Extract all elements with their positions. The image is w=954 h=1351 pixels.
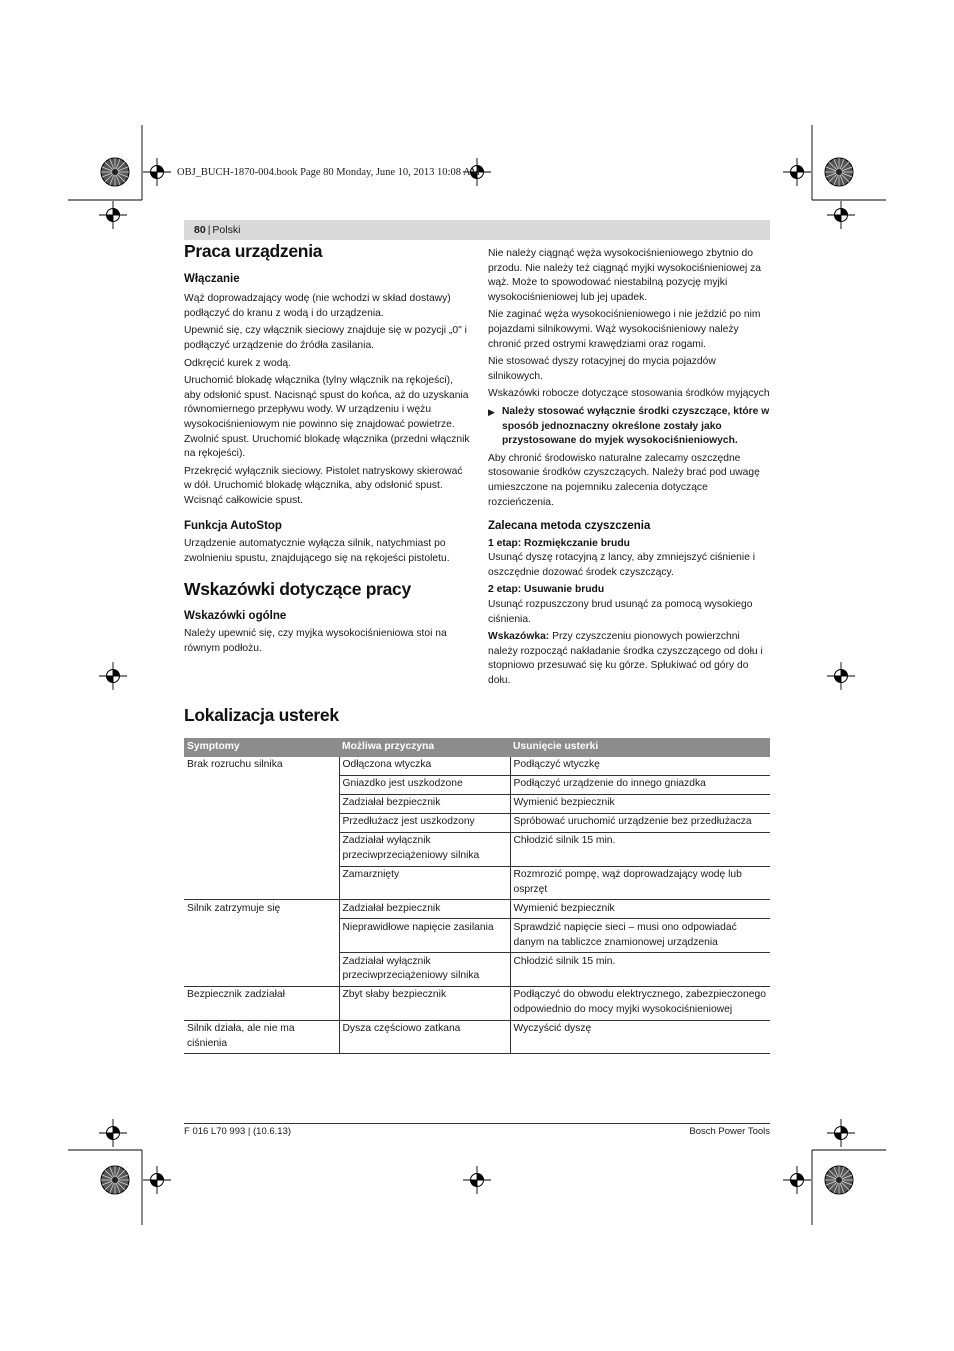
footer-brand: Bosch Power Tools [689, 1126, 770, 1137]
column-header-cause: Możliwa przyczyna [339, 738, 510, 757]
cell-cause: Zadziałał bezpiecznik [339, 794, 510, 813]
subheading-step2: 2 etap: Usuwanie brudu [488, 584, 605, 596]
footer-doc-code: F 016 L70 993 | (10.6.13) [184, 1126, 292, 1137]
table-row [184, 757, 770, 776]
table-body [184, 757, 770, 1054]
warning-bullet [488, 405, 772, 449]
cell-cause: Zadziałał bezpiecznik [339, 900, 510, 919]
paragraph: Nie stosować dyszy rotacyjnej do mycia pojazdów silnikowych. [488, 356, 716, 382]
column-header-symptoms: Symptomy [184, 738, 339, 757]
cell-symptom: Silnik zatrzymuje się [184, 900, 339, 986]
note-paragraph [488, 630, 772, 688]
paragraph: Usunąć rozpuszczony brud usunąć za pomocą wysokiego ciśnienia. [488, 599, 753, 625]
cell-symptom: Brak rozruchu silnika [184, 757, 339, 900]
section-title-tips: Wskazówki dotyczące pracy [184, 579, 411, 600]
cell-cause: Przedłużacz jest uszkodzony [339, 813, 510, 832]
subheading-general: Wskazówki ogólne [184, 609, 287, 622]
cell-remedy: Rozmrozić pompę, wąż doprowadzający wodę lub osprzęt [510, 866, 770, 900]
cell-remedy: Chłodzić silnik 15 min. [510, 953, 770, 987]
cell-remedy: Sprawdzić napięcie sieci – musi ono odpowiadać danym na tabliczce znamionowej urządzenia [510, 919, 770, 953]
paragraph: Wskazówki robocze dotyczące stosowania środków myjących [488, 388, 770, 400]
bullet-text: Należy stosować wyłącznie środki czyszczące, które w sposób jednoznaczny określone zostały jako przystosowane do myjek wysokociśnieniowych. [502, 405, 770, 447]
paragraph: Uruchomić blokadę włącznika (tylny włącznik na rękojeści), aby odsłonić spust. Nacisnąć spust do końca, aż do uzyskania równomiernego przepływu wody. W urządzeniu i wężu wysokociśnieniowym nie powinno się znajdować powietrze. Zwolnić spust. Uruchomić blokadę włącznika (przedni włącznik na rękojeści). [184, 375, 470, 460]
section-title-troubleshooting: Lokalizacja usterek [184, 705, 339, 725]
cell-cause: Dysza częściowo zatkana [339, 1020, 510, 1054]
left-column [184, 241, 470, 657]
paragraph: Należy upewnić się, czy myjka wysokociśnieniowa stoi na równym podłożu. [184, 628, 447, 655]
table-row [184, 900, 770, 919]
paragraph: Odkręcić kurek z wodą. [184, 357, 292, 369]
cell-cause: Gniazdko jest uszkodzone [339, 775, 510, 794]
paragraph: Wąż doprowadzający wodę (nie wchodzi w skład dostawy) podłączyć do kranu z wodą i do urządzenia. [184, 293, 451, 319]
subheading-autostop: Funkcja AutoStop [184, 519, 282, 532]
paragraph: Aby chronić środowisko naturalne zalecamy oszczędne stosowanie środków czyszczących. Należy brać pod uwagę umieszczone na pojemniku zalecenia dotyczące rozcieńczenia. [488, 452, 760, 508]
subheading-method: Zalecana metoda czyszczenia [488, 520, 651, 533]
cell-cause: Zamarznięty [339, 866, 510, 900]
note-label: Wskazówka: [488, 631, 550, 643]
cell-cause: Zadziałał wyłącznik przeciwprzeciążeniowy silnika [339, 832, 510, 866]
right-column [488, 247, 772, 689]
troubleshooting-table [184, 738, 770, 1054]
print-slug: OBJ_BUCH-1870-004.book Page 80 Monday, June 10, 2013 10:08 AM [177, 167, 480, 178]
note-text: Przy czyszczeniu pionowych powierzchni należy rozpocząć nakładanie środka czyszczącego od dołu i stopniowo przesuwać się ku górze. Spłukiwać od góry do dołu. [488, 631, 763, 687]
table-row [184, 1020, 770, 1054]
cell-remedy: Wymienić bezpiecznik [510, 794, 770, 813]
cell-remedy: Wymienić bezpiecznik [510, 900, 770, 919]
cell-symptom: Bezpiecznik zadziałał [184, 986, 339, 1020]
cell-cause: Nieprawidłowe napięcie zasilania [339, 919, 510, 953]
cell-remedy: Podłączyć urządzenie do innego gniazdka [510, 775, 770, 794]
cell-remedy: Spróbować uruchomić urządzenie bez przedłużacza [510, 813, 770, 832]
subheading-step1: 1 etap: Rozmiękczanie brudu [488, 537, 630, 549]
paragraph: Nie należy ciągnąć węża wysokociśnieniowego zbytnio do przodu. Nie należy też ciągnąć myjki wysokociśnieniowej za wąż. Może to spowodować niestabilną pozycję myjki wysokociśnieniowej lub jej upadek. [488, 248, 761, 303]
header-separator: | [207, 224, 211, 236]
paragraph: Upewnić się, czy włącznik sieciowy znajduje się w pozycji „0" i podłączyć urządzenie do źródła zasilania. [184, 325, 467, 351]
footer-rule [184, 1123, 770, 1124]
column-header-remedy: Usunięcie usterki [510, 738, 770, 757]
page-header-bar [184, 220, 770, 240]
cell-remedy: Podłączyć wtyczkę [510, 757, 770, 776]
bullet-arrow-icon: ▶ [488, 406, 495, 417]
page-number: 80 [194, 224, 206, 236]
cell-remedy: Wyczyścić dyszę [510, 1020, 770, 1054]
cell-symptom: Silnik działa, ale nie ma ciśnienia [184, 1020, 339, 1054]
paragraph: Przekręcić wyłącznik sieciowy. Pistolet natryskowy skierować w dół. Uruchomić blokadę włącznika, aby odsłonić spust. Wcisnąć całkowicie spust. [184, 465, 463, 506]
page-language: Polski [212, 224, 241, 236]
table-header-row [184, 738, 770, 757]
subheading-switch-on: Włączanie [184, 272, 240, 285]
paragraph: Urządzenie automatycznie wyłącza silnik, natychmiast po zwolnieniu spustu, znajdującego się na rękojeści pistoletu. [184, 538, 450, 564]
cell-remedy: Chłodzić silnik 15 min. [510, 832, 770, 866]
section-title-operation: Praca urządzenia [184, 241, 323, 261]
cell-cause: Odłączona wtyczka [339, 757, 510, 776]
table-row [184, 986, 770, 1020]
cell-cause: Zbyt słaby bezpiecznik [339, 986, 510, 1020]
cell-cause: Zadziałał wyłącznik przeciwprzeciążeniowy silnika [339, 953, 510, 987]
paragraph: Nie zaginać węża wysokociśnieniowego i nie jeździć po nim pojazdami silnikowymi. Wąż wysokociśnieniowy należy chronić przed ostrymi krawędziami oraz rogami. [488, 309, 761, 350]
paragraph: Usunąć dyszę rotacyjną z lancy, aby zmniejszyć ciśnienie i oszczędnie dozować środek czyszczący. [488, 552, 756, 578]
cell-remedy: Podłączyć do obwodu elektrycznego, zabezpieczonego odpowiednio do mocy myjki wysokociśnieniowej [510, 986, 770, 1020]
